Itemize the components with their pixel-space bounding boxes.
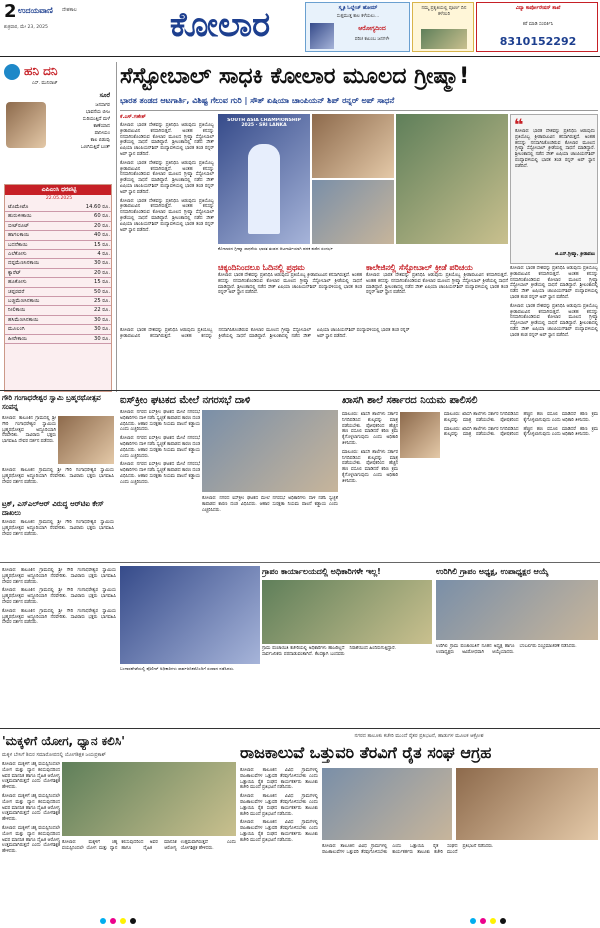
list-item: ಬೀಟ್‌ರೂಟ್ 20 ರೂ. (5, 222, 112, 231)
ad-nature[interactable]: ನಮ್ಮ ಪ್ರಕೃತಿಯಲ್ಲಿ ಪೂರ್ಣ ದಿನ ಕಳೆಯಿರಿ (412, 2, 474, 52)
poem-body: ಜನಸಾಗರ ಭಾವನೆಯ ಬೀಜ ಸುರಿಯುತ್ತಿದೆ ಮಳೆ ಕಾಣೆಯಾದ ಪಾನೀಯಂ ಕಾಲ ಬಿಡುವು ಒಣಗಿಸುತ್ತಿವೆ ಬಂತ್ (80, 103, 110, 150)
poet-photo (6, 102, 46, 148)
farmers-headline: ರಾಜಕಾಲುವೆ ಒತ್ತುವರಿ ತೆರವಿಗೆ ರೈತ ಸಂಘ ಆಗ್ರಹ (240, 743, 492, 762)
farmers-photo-1 (322, 768, 452, 840)
ice-headline: ಐಸ್‌ಕ್ರೀಂ ಘಟಕದ ಮೇಲೆ ನಗರಸಭೆ ದಾಳಿ (120, 395, 251, 406)
poem-title: ಸೂರೆ (99, 92, 110, 99)
officer-photo (400, 412, 440, 458)
ice-body-col1: ಕೋಲಾರ: ನಗರದ ಐಸ್‌ಕ್ರೀಂ ಘಟಕದ ಮೇಲೆ ನಗರಸಭೆ ಅಧಿಕಾರಿಗಳು ದಾಳಿ ನಡೆಸಿ ಸ್ವಚ್ಛತೆ ಕಾಪಾಡದ ಕಾರಣ ದಂಡ ವಿಧಿಸಿದರು. ಆಹಾರ ಸುರಕ್ಷತಾ ನಿಯಮ ಪಾಲನೆ ಕಡ್ಡಾಯ ಎಂದು ಎಚ್ಚರಿಸಿದರು. ಕೋಲಾರ: ನಗರದ ಐಸ್‌ಕ್ರೀಂ ಘಟಕದ ಮೇಲೆ ನಗರಸಭೆ ಅಧಿಕಾರಿಗಳು ದಾಳಿ ನಡೆಸಿ ಸ್ವಚ್ಛತೆ ಕಾಪಾಡದ ಕಾರಣ ದಂಡ ವಿಧಿಸಿದರು. ಆಹಾರ ಸುರಕ್ಷತಾ ನಿಯಮ ಪಾಲನೆ ಕಡ್ಡಾಯ ಎಂದು ಎಚ್ಚರಿಸಿದರು. ಕೋಲಾರ: ನಗರದ ಐಸ್‌ಕ್ರೀಂ ಘಟಕದ ಮೇಲೆ ನಗರಸಭೆ ಅಧಿಕಾರಿಗಳು ದಾಳಿ ನಡೆಸಿ ಸ್ವಚ್ಛತೆ ಕಾಪಾಡದ ಕಾರಣ ದಂಡ ವಿಧಿಸಿದರು. ಆಹಾರ ಸುರಕ್ಷತಾ ನಿಯಮ ಪಾಲನೆ ಕಡ್ಡಾಯ ಎಂದು ಎಚ್ಚರಿಸಿದರು. (120, 410, 200, 485)
ad-oldage-home[interactable]: ಸ್ಮೃತಿ ಓಲ್ಡೇಜ್ ಹೋಮ್ ಸುತ್ತಮುತ್ತ ಕಾಲ ಕಳೆಯಲು... ಆರೋಗ್ಯದಿಂದ ಪರಿಚ ಕಟುಂಬ ಜನಗಳೇ (305, 2, 410, 52)
lead-photo-group (396, 114, 508, 244)
lead-body-bottom: ಕೋಲಾರ: ಭಾರತ ದೇಶವನ್ನು ಪ್ರತಿನಿಧಿಸಿ ಆಡುವುದು ಪ್ರತಿಯೊಬ್ಬ ಕ್ರೀಡಾಪಟುವಿನ ಕನಸಾಗಿರುತ್ತದೆ. ಅಂತಹ ಕನಸನ್ನು ನನಸಾಗಿಸಿಕೊಂಡಿರುವ ಕೋಲಾರ ಮೂಲದ ಗ್ರೀಷ್ಮಾ ಸೆಸ್ಟೋಬಾಲ್ ಕ್ರೀಡೆಯಲ್ಲಿ ಸಾಧನೆ ಮಾಡಿದ್ದಾರೆ. ಶ್ರೀಲಂಕಾದಲ್ಲಿ ನಡೆದ ಸೌತ್ ಏಷಿಯಾ ಚಾಂಪಿಯನ್‌ಶಿಪ್ ಪಂದ್ಯಾವಳಿಯಲ್ಲಿ ಭಾರತ ತಂಡ ರನ್ನರ್ ಅಪ್ ಸ್ಥಾನ ಪಡೆದಿದೆ. (120, 328, 410, 339)
lead-headline: ಸೆಸ್ಟೋಬಾಲ್ ಸಾಧಕಿ ಕೋಲಾರ ಮೂಲದ ಗ್ರೀಷ್ಮಾ! (120, 64, 470, 89)
page-number: 2 (4, 2, 17, 22)
list-item: ಹುರುಳೀಕಾಯಿ 60 ರೂ. (5, 212, 112, 221)
lead-body-col-right: ಕೋಲಾರ: ಭಾರತ ದೇಶವನ್ನು ಪ್ರತಿನಿಧಿಸಿ ಆಡುವುದು ಪ್ರತಿಯೊಬ್ಬ ಕ್ರೀಡಾಪಟುವಿನ ಕನಸಾಗಿರುತ್ತದೆ. ಅಂತಹ ಕನಸನ್ನು ನನಸಾಗಿಸಿಕೊಂಡಿರುವ ಕೋಲಾರ ಮೂಲದ ಗ್ರೀಷ್ಮಾ ಸೆಸ್ಟೋಬಾಲ್ ಕ್ರೀಡೆಯಲ್ಲಿ ಸಾಧನೆ ಮಾಡಿದ್ದಾರೆ. ಶ್ರೀಲಂಕಾದಲ್ಲಿ ನಡೆದ ಸೌತ್ ಏಷಿಯಾ ಚಾಂಪಿಯನ್‌ಶಿಪ್ ಪಂದ್ಯಾವಳಿಯಲ್ಲಿ ಭಾರತ ತಂಡ ರನ್ನರ್ ಅಪ್ ಸ್ಥಾನ ಪಡೆದಿದೆ. ಕೋಲಾರ: ಭಾರತ ದೇಶವನ್ನು ಪ್ರತಿನಿಧಿಸಿ ಆಡುವುದು ಪ್ರತಿಯೊಬ್ಬ ಕ್ರೀಡಾಪಟುವಿನ ಕನಸಾಗಿರುತ್ತದೆ. ಅಂತಹ ಕನಸನ್ನು ನನಸಾಗಿಸಿಕೊಂಡಿರುವ ಕೋಲಾರ ಮೂಲದ ಗ್ರೀಷ್ಮಾ ಸೆಸ್ಟೋಬಾಲ್ ಕ್ರೀಡೆಯಲ್ಲಿ ಸಾಧನೆ ಮಾಡಿದ್ದಾರೆ. ಶ್ರೀಲಂಕಾದಲ್ಲಿ ನಡೆದ ಸೌತ್ ಏಷಿಯಾ ಚಾಂಪಿಯನ್‌ಶಿಪ್ ಪಂದ್ಯಾವಳಿಯಲ್ಲಿ ಭಾರತ ತಂಡ ರನ್ನರ್ ಅಪ್ ಸ್ಥಾನ ಪಡೆದಿದೆ. (510, 266, 598, 338)
lead-photo-caption: ಕೋಲಾರದ ಗ್ರೀಷ್ಮಾ ಸಾಧನೆಯ ಭಾರತ ತಂಡದ ಆಟಗಾರ್ತಿಯಾಗಿ ಪದಕ ಪಡೆದ ಸಂದರ್ಭ (218, 246, 333, 251)
paper-name: ಉದಯವಾಣಿ (18, 6, 53, 15)
yoga-body-col1: ಕೋಲಾರ: ಮಕ್ಕಳಿಗೆ ಚಿಕ್ಕ ವಯಸ್ಸಿನಿಂದಲೇ ಯೋಗ ಮತ್ತು ಧ್ಯಾನ ಕಲಿಸುವುದರಿಂದ ಅವರ ಮಾನಸಿಕ ಹಾಗೂ ದೈಹಿಕ ಆರೋಗ್ಯ ಉತ್ತಮವಾಗಿರುತ್ತದೆ ಎಂದು ಯೋಗಶಿಕ್ಷಕ ಹೇಳಿದರು. ಕೋಲಾರ: ಮಕ್ಕಳಿಗೆ ಚಿಕ್ಕ ವಯಸ್ಸಿನಿಂದಲೇ ಯೋಗ ಮತ್ತು ಧ್ಯಾನ ಕಲಿಸುವುದರಿಂದ ಅವರ ಮಾನಸಿಕ ಹಾಗೂ ದೈಹಿಕ ಆರೋಗ್ಯ ಉತ್ತಮವಾಗಿರುತ್ತದೆ ಎಂದು ಯೋಗಶಿಕ್ಷಕ ಹೇಳಿದರು. ಕೋಲಾರ: ಮಕ್ಕಳಿಗೆ ಚಿಕ್ಕ ವಯಸ್ಸಿನಿಂದಲೇ ಯೋಗ ಮತ್ತು ಧ್ಯಾನ ಕಲಿಸುವುದರಿಂದ ಅವರ ಮಾನಸಿಕ ಹಾಗೂ ದೈಹಿಕ ಆರೋಗ್ಯ ಉತ್ತಮವಾಗಿರುತ್ತದೆ ಎಂದು ಯೋಗಶಿಕ್ಷಕ ಹೇಳಿದರು. (2, 762, 60, 855)
farmers-body-col1: ಕೋಲಾರ: ತಾಲೂಕಿನ ವಿವಿಧ ಗ್ರಾಮಗಳಲ್ಲಿ ರಾಜಕಾಲುವೆಗಳ ಒತ್ತುವರಿ ತೆರವುಗೊಳಿಸಬೇಕು ಎಂದು ಒತ್ತಾಯಿಸಿ ರೈತ ಸಂಘದ ಕಾರ್ಯಕರ್ತರು ತಾಲೂಕು ಕಚೇರಿ ಮುಂದೆ ಪ್ರತಿಭಟನೆ ನಡೆಸಿದರು. ಕೋಲಾರ: ತಾಲೂಕಿನ ವಿವಿಧ ಗ್ರಾಮಗಳಲ್ಲಿ ರಾಜಕಾಲುವೆಗಳ ಒತ್ತುವರಿ ತೆರವುಗೊಳಿಸಬೇಕು ಎಂದು ಒತ್ತಾಯಿಸಿ ರೈತ ಸಂಘದ ಕಾರ್ಯಕರ್ತರು ತಾಲೂಕು ಕಚೇರಿ ಮುಂದೆ ಪ್ರತಿಭಟನೆ ನಡೆಸಿದರು. ಕೋಲಾರ: ತಾಲೂಕಿನ ವಿವಿಧ ಗ್ರಾಮಗಳಲ್ಲಿ ರಾಜಕಾಲುವೆಗಳ ಒತ್ತುವರಿ ತೆರವುಗೊಳಿಸಬೇಕು ಎಂದು ಒತ್ತಾಯಿಸಿ ರೈತ ಸಂಘದ ಕಾರ್ಯಕರ್ತರು ತಾಲೂಕು ಕಚೇರಿ ಮುಂದೆ ಪ್ರತಿಭಟನೆ ನಡೆಸಿದರು. (240, 768, 318, 843)
lead-rule (120, 110, 598, 111)
list-item: ಚಪ್ಪರವರೆ 50 ರೂ. (5, 288, 112, 297)
list-item: ಬದನೆಕಾಯಿ 15 ರೂ. (5, 241, 112, 250)
lead-byline: ಕೆ.ಎಸ್.ಗಣೇಶ್ (120, 114, 146, 120)
section-title: ಕೋಲಾರ (169, 5, 271, 45)
edition-tag: ದೇಶಕಾಲ (62, 7, 77, 13)
lead-photo-banner: SOUTH ASIA CHAMPIONSHIP 2025 · SRI LANKA (218, 114, 310, 244)
apmc-price-box (4, 184, 112, 392)
section-rule-3 (0, 728, 600, 729)
section-rule (0, 390, 600, 391)
election-body: ಉರಿಗಿಲಿ ಗ್ರಾಮ ಪಂಚಾಯಿತಿಗೆ ನೂತನ ಅಧ್ಯಕ್ಷ ಹಾಗೂ ಉಪಾಧ್ಯಕ್ಷರು ಅವಿರೋಧವಾಗಿ ಆಯ್ಕೆಯಾದರು. ಬೆಂಬಲಿಗರು ಸಂಭ್ರಮಾಚರಣೆ ನಡೆಸಿದರು. (436, 644, 577, 655)
left-body-continued: ಕೋಲಾರ: ತಾಲೂಕಿನ ಗ್ರಾಮದಲ್ಲಿ ಶ್ರೀ ಗೌರಿ ಗಂಗಾಧರೇಶ್ವರ ಸ್ವಾಮಿಯ ಬ್ರಹ್ಮರಥೋತ್ಸವ ಅದ್ದೂರಿಯಾಗಿ ನೆರವೇರಿತು. ಸಾವಿರಾರು ಭಕ್ತರು ಭಾಗವಹಿಸಿ ದೇವರ ದರ್ಶನ ಪಡೆದರು. ಕೋಲಾರ: ತಾಲೂಕಿನ ಗ್ರಾಮದಲ್ಲಿ ಶ್ರೀ ಗೌರಿ ಗಂಗಾಧರೇಶ್ವರ ಸ್ವಾಮಿಯ ಬ್ರಹ್ಮರಥೋತ್ಸವ ಅದ್ದೂರಿಯಾಗಿ ನೆರವೇರಿತು. ಸಾವಿರಾರು ಭಕ್ತರು ಭಾಗವಹಿಸಿ ದೇವರ ದರ್ಶನ ಪಡೆದರು. ಕೋಲಾರ: ತಾಲೂಕಿನ ಗ್ರಾಮದಲ್ಲಿ ಶ್ರೀ ಗೌರಿ ಗಂಗಾಧರೇಶ್ವರ ಸ್ವಾಮಿಯ ಬ್ರಹ್ಮರಥೋತ್ಸವ ಅದ್ದೂರಿಯಾಗಿ ನೆರವೇರಿತು. ಸಾವಿರಾರು ಭಕ್ತರು ಭಾಗವಹಿಸಿ ದೇವರ ದರ್ಶನ ಪಡೆದರು. (2, 568, 116, 626)
list-item: ಹೀರೇಕಾಯಿ 30 ರೂ. (5, 335, 112, 344)
quote-icon: ❝ (514, 115, 524, 134)
list-item: ಎಲೆಕೋಸು 4 ರೂ. (5, 250, 112, 259)
price-list (5, 203, 112, 344)
school-body-col1: ಮಾಲೂರು: ಖಾಸಗಿ ಶಾಲೆಗಳು ಸರ್ಕಾರ ನಿಗದಿಪಡಿಸಿದ ಶುಲ್ಕವನ್ನು ಮಾತ್ರ ಪಡೆಯಬೇಕು. ಪೋಷಕರಿಂದ ಹೆಚ್ಚಿನ ಹಣ ವಸೂಲಿ ಮಾಡಿದರೆ ಕಠಿಣ ಕ್ರಮ ಕೈಗೊಳ್ಳಲಾಗುವುದು ಎಂದು ಅಧಿಕಾರಿ ತಿಳಿಸಿದರು. ಮಾಲೂರು: ಖಾಸಗಿ ಶಾಲೆಗಳು ಸರ್ಕಾರ ನಿಗದಿಪಡಿಸಿದ ಶುಲ್ಕವನ್ನು ಮಾತ್ರ ಪಡೆಯಬೇಕು. ಪೋಷಕರಿಂದ ಹೆಚ್ಚಿನ ಹಣ ವಸೂಲಿ ಮಾಡಿದರೆ ಕಠಿಣ ಕ್ರಮ ಕೈಗೊಳ್ಳಲಾಗುವುದು ಎಂದು ಅಧಿಕಾರಿ ತಿಳಿಸಿದರು. (342, 412, 398, 484)
list-item: ದಪ್ಪಮೆಣಸಿನಕಾಯಿ 30 ರೂ. (5, 259, 112, 268)
election-headline: ಉರಿಗಿಲಿ ಗ್ರಾಪಂ ಅಧ್ಯಕ್ಷ, ಉಪಾಧ್ಯಕ್ಷರ ಆಯ್ಕೆ (436, 567, 549, 576)
ad-photo (310, 23, 334, 49)
quote-name: ಜಿ.ಎಸ್.ಗ್ರೀಷ್ಮಾ, ಕ್ರೀಡಾಪಟು (555, 252, 595, 257)
yoga-subhead: ಮಕ್ಕಳ ಬೇಸಿಗೆ ಶಿಬಿರ ಸಮಾರೋಪದಲ್ಲಿ ಯೋಗಶಿಕ್ಷಕ ಜಯಪ್ರಕಾಶ್ (2, 752, 106, 758)
police-caption: ಬಂಗಾರಪೇಟೆಯಲ್ಲಿ ಪೊಲೀಸ್ ಅಧಿಕಾರಿಗಳು ಸಾರ್ವಜನಿಕರೊಂದಿಗೆ ಸಂವಾದ ನಡೆಸಿದರು. (120, 666, 235, 671)
lead-body-col1: ಕೆ.ಎಸ್.ಗಣೇಶ್ ಕೋಲಾರ: ಭಾರತ ದೇಶವನ್ನು ಪ್ರತಿನಿಧಿಸಿ ಆಡುವುದು ಪ್ರತಿಯೊಬ್ಬ ಕ್ರೀಡಾಪಟುವಿನ ಕನಸಾಗಿರುತ್ತದೆ. ಅಂತಹ ಕನಸನ್ನು ನನಸಾಗಿಸಿಕೊಂಡಿರುವ ಕೋಲಾರ ಮೂಲದ ಗ್ರೀಷ್ಮಾ ಸೆಸ್ಟೋಬಾಲ್ ಕ್ರೀಡೆಯಲ್ಲಿ ಸಾಧನೆ ಮಾಡಿದ್ದಾರೆ. ಶ್ರೀಲಂಕಾದಲ್ಲಿ ನಡೆದ ಸೌತ್ ಏಷಿಯಾ ಚಾಂಪಿಯನ್‌ಶಿಪ್ ಪಂದ್ಯಾವಳಿಯಲ್ಲಿ ಭಾರತ ತಂಡ ರನ್ನರ್ ಅಪ್ ಸ್ಥಾನ ಪಡೆದಿದೆ. ಕೋಲಾರ: ಭಾರತ ದೇಶವನ್ನು ಪ್ರತಿನಿಧಿಸಿ ಆಡುವುದು ಪ್ರತಿಯೊಬ್ಬ ಕ್ರೀಡಾಪಟುವಿನ ಕನಸಾಗಿರುತ್ತದೆ. ಅಂತಹ ಕನಸನ್ನು ನನಸಾಗಿಸಿಕೊಂಡಿರುವ ಕೋಲಾರ ಮೂಲದ ಗ್ರೀಷ್ಮಾ ಸೆಸ್ಟೋಬಾಲ್ ಕ್ರೀಡೆಯಲ್ಲಿ ಸಾಧನೆ ಮಾಡಿದ್ದಾರೆ. ಶ್ರೀಲಂಕಾದಲ್ಲಿ ನಡೆದ ಸೌತ್ ಏಷಿಯಾ ಚಾಂಪಿಯನ್‌ಶಿಪ್ ಪಂದ್ಯಾವಳಿಯಲ್ಲಿ ಭಾರತ ತಂಡ ರನ್ನರ್ ಅಪ್ ಸ್ಥಾನ ಪಡೆದಿದೆ. ಕೋಲಾರ: ಭಾರತ ದೇಶವನ್ನು ಪ್ರತಿನಿಧಿಸಿ ಆಡುವುದು ಪ್ರತಿಯೊಬ್ಬ ಕ್ರೀಡಾಪಟುವಿನ ಕನಸಾಗಿರುತ್ತದೆ. ಅಂತಹ ಕನಸನ್ನು ನನಸಾಗಿಸಿಕೊಂಡಿರುವ ಕೋಲಾರ ಮೂಲದ ಗ್ರೀಷ್ಮಾ ಸೆಸ್ಟೋಬಾಲ್ ಕ್ರೀಡೆಯಲ್ಲಿ ಸಾಧನೆ ಮಾಡಿದ್ದಾರೆ. ಶ್ರೀಲಂಕಾದಲ್ಲಿ ನಡೆದ ಸೌತ್ ಏಷಿಯಾ ಚಾಂಪಿಯನ್‌ಶಿಪ್ ಪಂದ್ಯಾವಳಿಯಲ್ಲಿ ಭಾರತ ತಂಡ ರನ್ನರ್ ಅಪ್ ಸ್ಥಾನ ಪಡೆದಿದೆ. (120, 114, 214, 233)
office-photo (262, 580, 432, 644)
school-body-col2: ಮಾಲೂರು: ಖಾಸಗಿ ಶಾಲೆಗಳು ಸರ್ಕಾರ ನಿಗದಿಪಡಿಸಿದ ಶುಲ್ಕವನ್ನು ಮಾತ್ರ ಪಡೆಯಬೇಕು. ಪೋಷಕರಿಂದ ಹೆಚ್ಚಿನ ಹಣ ವಸೂಲಿ ಮಾಡಿದರೆ ಕಠಿಣ ಕ್ರಮ ಕೈಗೊಳ್ಳಲಾಗುವುದು ಎಂದು ಅಧಿಕಾರಿ ತಿಳಿಸಿದರು. ಮಾಲೂರು: ಖಾಸಗಿ ಶಾಲೆಗಳು ಸರ್ಕಾರ ನಿಗದಿಪಡಿಸಿದ ಶುಲ್ಕವನ್ನು ಮಾತ್ರ ಪಡೆಯಬೇಕು. ಪೋಷಕರಿಂದ ಹೆಚ್ಚಿನ ಹಣ ವಸೂಲಿ ಮಾಡಿದರೆ ಕಠಿಣ ಕ್ರಮ ಕೈಗೊಳ್ಳಲಾಗುವುದು ಎಂದು ಅಧಿಕಾರಿ ತಿಳಿಸಿದರು. (444, 412, 598, 438)
price-title: ಎಪಿಎಂಸಿ ಧರಪಟ್ಟಿ (5, 185, 112, 195)
farmers-photo-2 (456, 768, 598, 840)
school-headline: ಖಾಸಗಿ ಶಾಲೆ ಸರ್ಕಾರದ ನಿಯಮ ಪಾಲಿಸಲಿ (342, 395, 478, 406)
price-date: 22.05.2025 (45, 196, 73, 201)
athlete-figure (248, 144, 280, 234)
ad-phone[interactable]: 8310152292 (499, 35, 577, 48)
farmers-body-col2: ಕೋಲಾರ: ತಾಲೂಕಿನ ವಿವಿಧ ಗ್ರಾಮಗಳಲ್ಲಿ ರಾಜಕಾಲುವೆಗಳ ಒತ್ತುವರಿ ತೆರವುಗೊಳಿಸಬೇಕು ಎಂದು ಒತ್ತಾಯಿಸಿ ರೈತ ಸಂಘದ ಕಾರ್ಯಕರ್ತರು ತಾಲೂಕು ಕಚೇರಿ ಮುಂದೆ ಪ್ರತಿಭಟನೆ ನಡೆಸಿದರು. (322, 844, 494, 855)
yoga-body-col2: ಕೋಲಾರ: ಮಕ್ಕಳಿಗೆ ಚಿಕ್ಕ ವಯಸ್ಸಿನಿಂದಲೇ ಯೋಗ ಮತ್ತು ಧ್ಯಾನ ಕಲಿಸುವುದರಿಂದ ಅವರ ಮಾನಸಿಕ ಹಾಗೂ ದೈಹಿಕ ಆರೋಗ್ಯ ಉತ್ತಮವಾಗಿರುತ್ತದೆ ಎಂದು ಯೋಗಶಿಕ್ಷಕ ಹೇಳಿದರು. (62, 840, 236, 851)
left-column (2, 62, 114, 392)
temple-photo (58, 416, 114, 464)
lead-photo-team (312, 180, 394, 244)
masthead (0, 0, 600, 54)
lead-subhead: ಭಾರತ ತಂಡದ ಆಟಗಾರ್ತಿ, ವಿಶಿಷ್ಟ ಗೆಲುವ ಗುರಿ | ಸೌತ್ ಏಷಿಯಾ ಚಾಂಪಿಯನ್ ಶಿಪ್ ರನ್ನರ್ ಅಪ್ ಸಾಧನೆ (120, 96, 395, 105)
lead-photo-medal (312, 114, 394, 178)
date-line: ಶುಕ್ರವಾರ, ಮೇ 23, 2025 (4, 25, 48, 30)
ad-nature-photo (421, 29, 467, 49)
ad-corporation[interactable]: ವಿದ್ಯಾ ಕಾರ್ಪೋರೇಷನ್ ಶಾಖೆ ಕರೆ ಮಾಡಿ ಸಂಪರ್ಕಿಸಿ 8310152292 (476, 2, 598, 52)
lead-sub2: ಕಾಲೇಜಿನಲ್ಲಿ ಸೆಸ್ಟೋಬಾಲ್ ಕ್ರೀಡೆ ಪರಿಚಯ (366, 263, 473, 272)
yoga-photo (62, 762, 236, 836)
police-photo (120, 566, 260, 664)
rti-headline: ಟ್ರಕ್, ಎಸ್‌ಎಲ್‌ಆರ್ ವಿರುದ್ಧ ಆರ್‌ಟಿಐ ಕೇಸ್ ದಾಖಲು (2, 500, 104, 517)
list-item: ನೀಲಿಕಾಯಿ 22 ರೂ. (5, 306, 112, 315)
print-footer (0, 914, 600, 928)
brand: ಹನಿ ದನಿ (24, 64, 58, 78)
election-photo (436, 580, 598, 640)
yoga-headline: 'ಮಕ್ಕಳಿಗೆ ಯೋಗ, ಧ್ಯಾನ ಕಲಿಸಿ' (2, 734, 125, 748)
lead-sub2-block: ಕಾಲೇಜಿನಲ್ಲಿ ಸೆಸ್ಟೋಬಾಲ್ ಕ್ರೀಡೆ ಪರಿಚಯ ಕೋಲಾರ: ಭಾರತ ದೇಶವನ್ನು ಪ್ರತಿನಿಧಿಸಿ ಆಡುವುದು ಪ್ರತಿಯೊಬ್ಬ ಕ್ರೀಡಾಪಟುವಿನ ಕನಸಾಗಿರುತ್ತದೆ. ಅಂತಹ ಕನಸನ್ನು ನನಸಾಗಿಸಿಕೊಂಡಿರುವ ಕೋಲಾರ ಮೂಲದ ಗ್ರೀಷ್ಮಾ ಸೆಸ್ಟೋಬಾಲ್ ಕ್ರೀಡೆಯಲ್ಲಿ ಸಾಧನೆ ಮಾಡಿದ್ದಾರೆ. ಶ್ರೀಲಂಕಾದಲ್ಲಿ ನಡೆದ ಸೌತ್ ಏಷಿಯಾ ಚಾಂಪಿಯನ್‌ಶಿಪ್ ಪಂದ್ಯಾವಳಿಯಲ್ಲಿ ಭಾರತ ತಂಡ ರನ್ನರ್ ಅಪ್ ಸ್ಥಾನ ಪಡೆದಿದೆ. (366, 263, 508, 296)
section-rule-2 (0, 562, 600, 563)
list-item: ಬಜ್ಜಿಮೆಣಸಿನಕಾಯಿ 25 ರೂ. (5, 297, 112, 306)
office-body: ಗ್ರಾಮ ಪಂಚಾಯಿತಿ ಕಚೇರಿಯಲ್ಲಿ ಅಧಿಕಾರಿಗಳು ಹಾಜರಿಲ್ಲದೆ ಸಾರ್ವಜನಿಕರು ಪರದಾಡುವಂತಾಗಿದೆ. ಕೆಲಸಕ್ಕಾಗಿ ಬಂದವರು ನಿರಾಶೆಯಿಂದ ಹಿಂದಿರುಗುತ್ತಿದ್ದಾರೆ. (262, 646, 396, 657)
list-item: ಟೊಮೇಟೊ 14.60 ರೂ. (5, 203, 112, 212)
list-item: ಹೂಕೋಸು 15 ರೂ. (5, 278, 112, 287)
lead-sub1-block: ಚಿಕ್ಕಂದಿನಿಂದಲೂ ಓದಿನಲ್ಲಿ ಪ್ರಥಮ ಕೋಲಾರ: ಭಾರತ ದೇಶವನ್ನು ಪ್ರತಿನಿಧಿಸಿ ಆಡುವುದು ಪ್ರತಿಯೊಬ್ಬ ಕ್ರೀಡಾಪಟುವಿನ ಕನಸಾಗಿರುತ್ತದೆ. ಅಂತಹ ಕನಸನ್ನು ನನಸಾಗಿಸಿಕೊಂಡಿರುವ ಕೋಲಾರ ಮೂಲದ ಗ್ರೀಷ್ಮಾ ಸೆಸ್ಟೋಬಾಲ್ ಕ್ರೀಡೆಯಲ್ಲಿ ಸಾಧನೆ ಮಾಡಿದ್ದಾರೆ. ಶ್ರೀಲಂಕಾದಲ್ಲಿ ನಡೆದ ಸೌತ್ ಏಷಿಯಾ ಚಾಂಪಿಯನ್‌ಶಿಪ್ ಪಂದ್ಯಾವಳಿಯಲ್ಲಿ ಭಾರತ ತಂಡ ರನ್ನರ್ ಅಪ್ ಸ್ಥಾನ ಪಡೆದಿದೆ. (218, 263, 362, 296)
lead-sub1: ಚಿಕ್ಕಂದಿನಿಂದಲೂ ಓದಿನಲ್ಲಿ ಪ್ರಥಮ (218, 263, 305, 272)
drop-icon (4, 64, 20, 80)
list-item: ಕ್ಯಾರೆಟ್ 20 ರೂ. (5, 269, 112, 278)
masthead-rule (0, 56, 600, 58)
ice-body-col2: ಕೋಲಾರ: ನಗರದ ಐಸ್‌ಕ್ರೀಂ ಘಟಕದ ಮೇಲೆ ನಗರಸಭೆ ಅಧಿಕಾರಿಗಳು ದಾಳಿ ನಡೆಸಿ ಸ್ವಚ್ಛತೆ ಕಾಪಾಡದ ಕಾರಣ ದಂಡ ವಿಧಿಸಿದರು. ಆಹಾರ ಸುರಕ್ಷತಾ ನಿಯಮ ಪಾಲನೆ ಕಡ್ಡಾಯ ಎಂದು ಎಚ್ಚರಿಸಿದರು. (202, 496, 338, 513)
list-item: ಮೂಲಂಗಿ 30 ರೂ. (5, 325, 112, 334)
byline: ಎಸ್. ಮುನಿರಾಜ್ (32, 81, 58, 86)
office-headline: ಗ್ರಾಪಂ ಕಾರ್ಯಾಲಯದಲ್ಲಿ ಅಧಿಕಾರಿಗಳೇ ಇಲ್ಲ! (262, 567, 381, 576)
temple-headline: ಗೌರಿ ಗಂಗಾಧರೇಶ್ವರ ಸ್ವಾಮಿ ಬ್ರಹ್ಮರಥೋತ್ಸವ ಸಂಪನ್ನ (2, 394, 101, 411)
list-item: ಹಾಗಲಕಾಯಿ 40 ರೂ. (5, 231, 112, 240)
ice-photo (202, 410, 338, 492)
column-divider (116, 62, 117, 392)
lead-quote-box: ❝ ಕೋಲಾರ: ಭಾರತ ದೇಶವನ್ನು ಪ್ರತಿನಿಧಿಸಿ ಆಡುವುದು ಪ್ರತಿಯೊಬ್ಬ ಕ್ರೀಡಾಪಟುವಿನ ಕನಸಾಗಿರುತ್ತದೆ. ಅಂತಹ ಕನಸನ್ನು ನನಸಾಗಿಸಿಕೊಂಡಿರುವ ಕೋಲಾರ ಮೂಲದ ಗ್ರೀಷ್ಮಾ ಸೆಸ್ಟೋಬಾಲ್ ಕ್ರೀಡೆಯಲ್ಲಿ ಸಾಧನೆ ಮಾಡಿದ್ದಾರೆ. ಶ್ರೀಲಂಕಾದಲ್ಲಿ ನಡೆದ ಸೌತ್ ಏಷಿಯಾ ಚಾಂಪಿಯನ್‌ಶಿಪ್ ಪಂದ್ಯಾವಳಿಯಲ್ಲಿ ಭಾರತ ತಂಡ ರನ್ನರ್ ಅಪ್ ಸ್ಥಾನ ಪಡೆದಿದೆ. ಜಿ.ಎಸ್.ಗ್ರೀಷ್ಮಾ, ಕ್ರೀಡಾಪಟು (510, 114, 598, 264)
list-item: ಹಸಿಮೆಣಸಿನಕಾಯಿ 30 ರೂ. (5, 316, 112, 325)
farmers-kicker: ನಗರದ ತಾಲೂಕು ಕಚೇರಿ ಮುಂದೆ ರೈತರ ಪ್ರತಿಭಟನೆ, ಹಾಡುಗಳ ಮೂಲಕ ಆಕ್ರೋಶ (354, 733, 484, 739)
temple-story: ಗೌರಿ ಗಂಗಾಧರೇಶ್ವರ ಸ್ವಾಮಿ ಬ್ರಹ್ಮರಥೋತ್ಸವ ಸಂಪನ್ನ ಕೋಲಾರ: ತಾಲೂಕಿನ ಗ್ರಾಮದಲ್ಲಿ ಶ್ರೀ ಗೌರಿ ಗಂಗಾಧರೇಶ್ವರ ಸ್ವಾಮಿಯ ಬ್ರಹ್ಮರಥೋತ್ಸವ ಅದ್ದೂರಿಯಾಗಿ ನೆರವೇರಿತು. ಸಾವಿರಾರು ಭಕ್ತರು ಭಾಗವಹಿಸಿ ದೇವರ ದರ್ಶನ ಪಡೆದರು. ಕೋಲಾರ: ತಾಲೂಕಿನ ಗ್ರಾಮದಲ್ಲಿ ಶ್ರೀ ಗೌರಿ ಗಂಗಾಧರೇಶ್ವರ ಸ್ವಾಮಿಯ ಬ್ರಹ್ಮರಥೋತ್ಸವ ಅದ್ದೂರಿಯಾಗಿ ನೆರವೇರಿತು. ಸಾವಿರಾರು ಭಕ್ತರು ಭಾಗವಹಿಸಿ ದೇವರ ದರ್ಶನ ಪಡೆದರು. ಟ್ರಕ್, ಎಸ್‌ಎಲ್‌ಆರ್ ವಿರುದ್ಧ ಆರ್‌ಟಿಐ ಕೇಸ್ ದಾಖಲು ಕೋಲಾರ: ತಾಲೂಕಿನ ಗ್ರಾಮದಲ್ಲಿ ಶ್ರೀ ಗೌರಿ ಗಂಗಾಧರೇಶ್ವರ ಸ್ವಾಮಿಯ ಬ್ರಹ್ಮರಥೋತ್ಸವ ಅದ್ದೂರಿಯಾಗಿ ನೆರವೇರಿತು. ಸಾವಿರಾರು ಭಕ್ತರು ಭಾಗವಹಿಸಿ ದೇವರ ದರ್ಶನ ಪಡೆದರು. (2, 394, 114, 537)
